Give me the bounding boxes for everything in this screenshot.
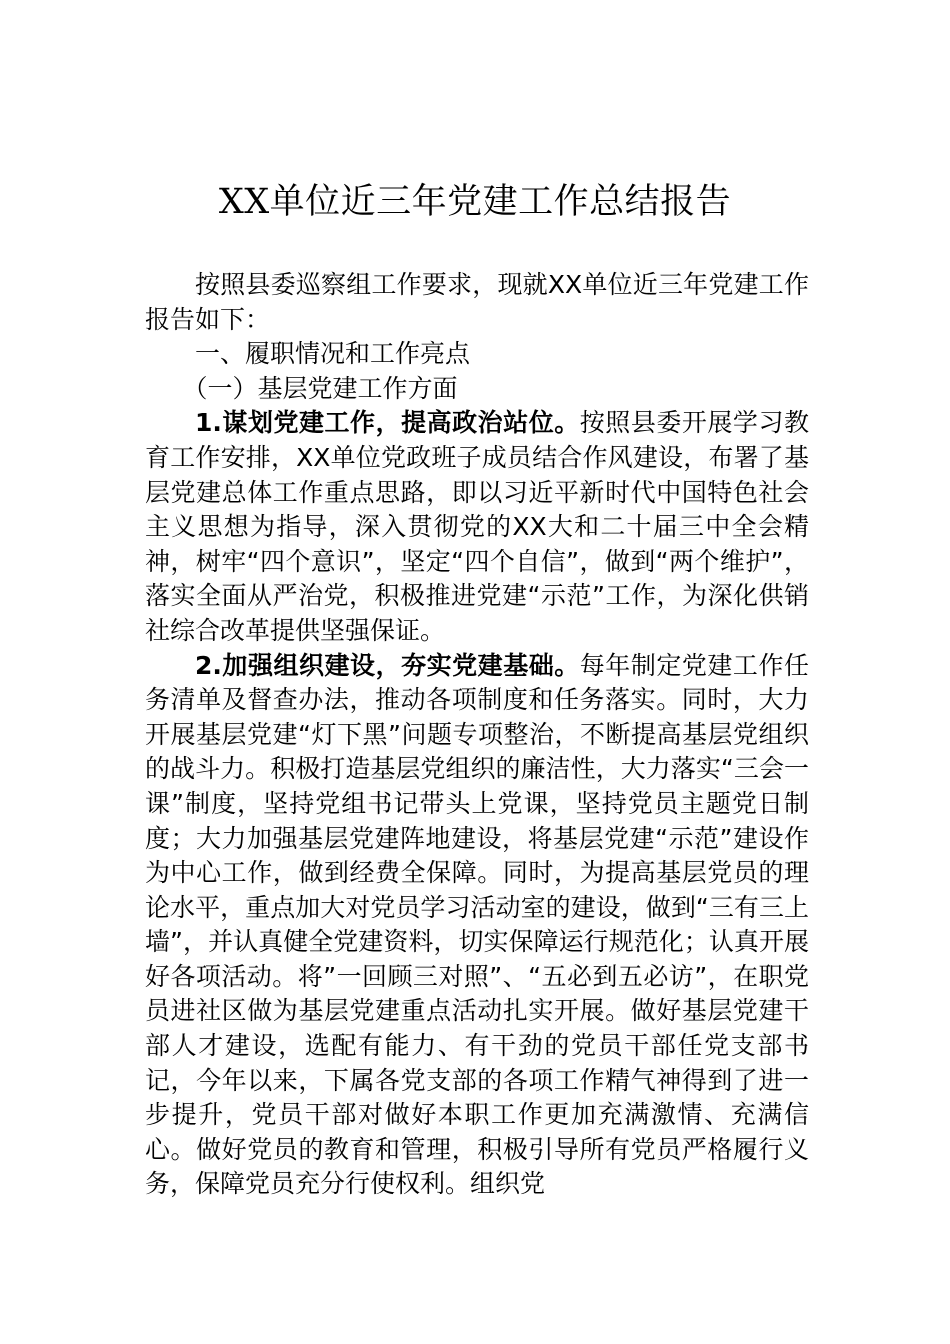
item-2-paragraph <box>145 649 809 1203</box>
item-1-lead: 1.谋划党建工作，提高政治站位。 <box>195 408 580 438</box>
document-body <box>145 268 809 1202</box>
document-title: XX单位近三年党建工作总结报告 <box>218 182 732 222</box>
intro-paragraph: 按照县委巡察组工作要求，现就XX单位近三年党建工作报告如下： <box>145 270 809 334</box>
item-1-paragraph <box>145 406 809 648</box>
section-heading: 一、履职情况和工作亮点 <box>195 339 471 369</box>
item-1-text: 按照县委开展学习教育工作安排，XX单位党政班子成员结合作风建设，布署了基层党建总体工作重点思路，即以习近平新时代中国特色社会主义思想为指导，深入贯彻党的XX大和二十届三中全会精神，树牢“四个意识”，坚定“四个自信”，做到“两个维护”，落实全面从严治党，积极推进党建“示范”工作，为深化供销社综合改革提供坚强保证。 <box>145 408 809 645</box>
item-2-lead: 2.加强组织建设，夯实党建基础。 <box>195 650 580 680</box>
item-2-text: 每年制定党建工作任务清单及督查办法，推动各项制度和任务落实。同时，大力开展基层党建“灯下黑”问题专项整治，不断提高基层党组织的战斗力。积极打造基层党组织的廉洁性，大力落实“三会一课”制度，坚持党组书记带头上党课，坚持党员主题党日制度；大力加强基层党建阵地建设，将基层党建“示范”建设作为中心工作，做到经费全保障。同时，为提高基层党员的理论水平，重点加大对党员学习活动室的建设，做到“三有三上墙”，并认真健全党建资料，切实保障运行规范化；认真开展好各项活动。将”一回顾三对照”、“五必到五必访”，在职党员进社区做为基层党建重点活动扎实开展。做好基层党建干部人才建设，选配有能力、有干劲的党员干部任党支部书记，今年以来，下属各党支部的各项工作精气神得到了进一步提升，党员干部对做好本职工作更加充满激情、充满信心。做好党员的教育和管理，积极引导所有党员严格履行义务，保障党员充分行使权利。组织党 <box>145 650 809 1199</box>
subsection-heading: （一）基层党建工作方面 <box>182 373 458 403</box>
